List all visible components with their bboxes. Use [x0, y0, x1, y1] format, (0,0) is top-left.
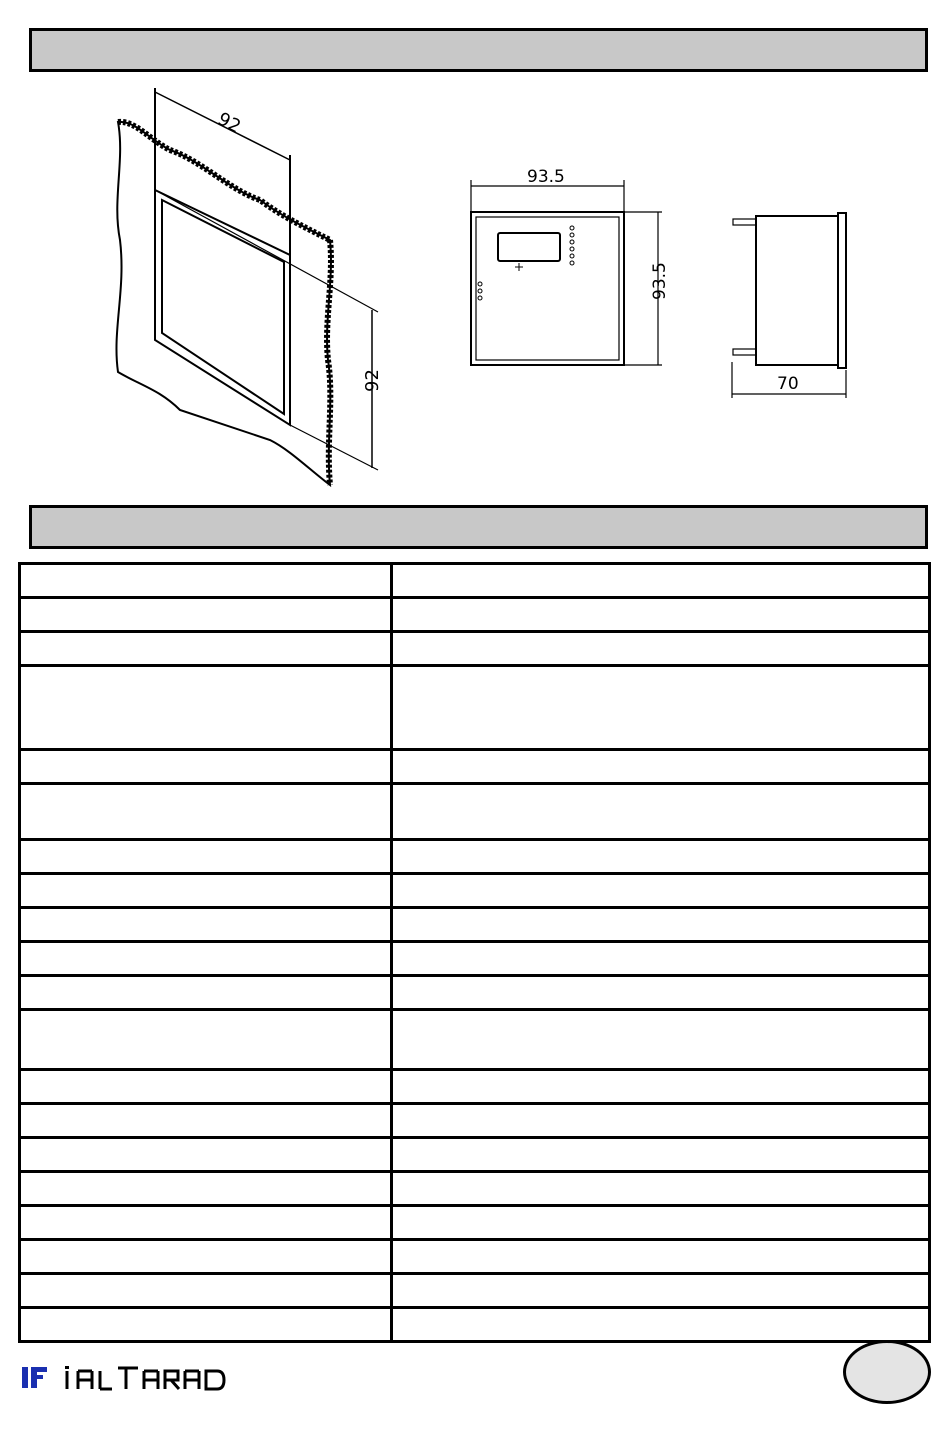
spec-value-cell [392, 1138, 930, 1172]
front-height-label: 93.5 [650, 262, 670, 300]
table-row [20, 942, 930, 976]
side-front-bezel [838, 213, 846, 368]
front-view-drawing [471, 180, 662, 365]
spec-value-cell [392, 1240, 930, 1274]
spec-label-cell [20, 1308, 392, 1342]
table-row [20, 1206, 930, 1240]
table-row [20, 908, 930, 942]
front-outer-frame [471, 212, 624, 365]
spec-label-cell [20, 1206, 392, 1240]
spec-value-cell [392, 564, 930, 598]
italfarad-logo-graphic [22, 1362, 232, 1392]
front-display-window [498, 233, 560, 261]
spec-value-cell [392, 1206, 930, 1240]
spec-value-cell [392, 750, 930, 784]
spec-value-cell [392, 784, 930, 840]
table-row [20, 874, 930, 908]
spec-label-cell [20, 784, 392, 840]
side-terminal-top [733, 219, 756, 225]
cutout-hole-outer [155, 190, 290, 425]
table-row [20, 1308, 930, 1342]
cutout-height-label: 92 [362, 369, 383, 392]
spec-value-cell [392, 1070, 930, 1104]
table-row [20, 976, 930, 1010]
front-width-label: 93.5 [527, 167, 565, 187]
spec-value-cell [392, 598, 930, 632]
spec-label-cell [20, 564, 392, 598]
spec-value-cell [392, 942, 930, 976]
table-row [20, 1240, 930, 1274]
spec-value-cell [392, 1104, 930, 1138]
spec-label-cell [20, 1274, 392, 1308]
side-depth-label: 70 [777, 374, 799, 394]
spec-label-cell [20, 976, 392, 1010]
spec-label-cell [20, 874, 392, 908]
specifications-table [18, 562, 931, 1343]
section-header-bar-specifications [29, 505, 928, 549]
table-row [20, 840, 930, 874]
table-row [20, 1172, 930, 1206]
spec-value-cell [392, 908, 930, 942]
spec-label-cell [20, 840, 392, 874]
spec-value-cell [392, 874, 930, 908]
spec-value-cell [392, 840, 930, 874]
dimension-drawings [0, 80, 950, 500]
spec-label-cell [20, 666, 392, 750]
table-row [20, 784, 930, 840]
spec-value-cell [392, 1274, 930, 1308]
spec-value-cell [392, 1010, 930, 1070]
spec-label-cell [20, 598, 392, 632]
side-view-drawing [732, 213, 846, 398]
side-body [756, 216, 838, 365]
spec-value-cell [392, 1172, 930, 1206]
spec-label-cell [20, 908, 392, 942]
spec-label-cell [20, 1138, 392, 1172]
table-row [20, 1070, 930, 1104]
table-row [20, 632, 930, 666]
spec-label-cell [20, 1070, 392, 1104]
table-row [20, 564, 930, 598]
spec-label-cell [20, 632, 392, 666]
table-row [20, 598, 930, 632]
table-row [20, 750, 930, 784]
spec-label-cell [20, 1010, 392, 1070]
section-header-bar-dimensions [29, 28, 928, 72]
spec-label-cell [20, 750, 392, 784]
cutout-width-label: 92 [214, 108, 245, 138]
table-row [20, 1010, 930, 1070]
spec-label-cell [20, 1240, 392, 1274]
italfarad-logo [22, 1362, 232, 1397]
panel-cutout-drawing [116, 88, 378, 485]
spec-value-cell [392, 1308, 930, 1342]
table-row [20, 1274, 930, 1308]
spec-value-cell [392, 976, 930, 1010]
table-row [20, 1138, 930, 1172]
spec-label-cell [20, 942, 392, 976]
spec-label-cell [20, 1172, 392, 1206]
side-terminal-bottom [733, 349, 756, 355]
spec-value-cell [392, 666, 930, 750]
table-row [20, 1104, 930, 1138]
spec-label-cell [20, 1104, 392, 1138]
table-row [20, 666, 930, 750]
page-number-badge [843, 1340, 931, 1404]
panel-outline [116, 122, 330, 485]
spec-value-cell [392, 632, 930, 666]
